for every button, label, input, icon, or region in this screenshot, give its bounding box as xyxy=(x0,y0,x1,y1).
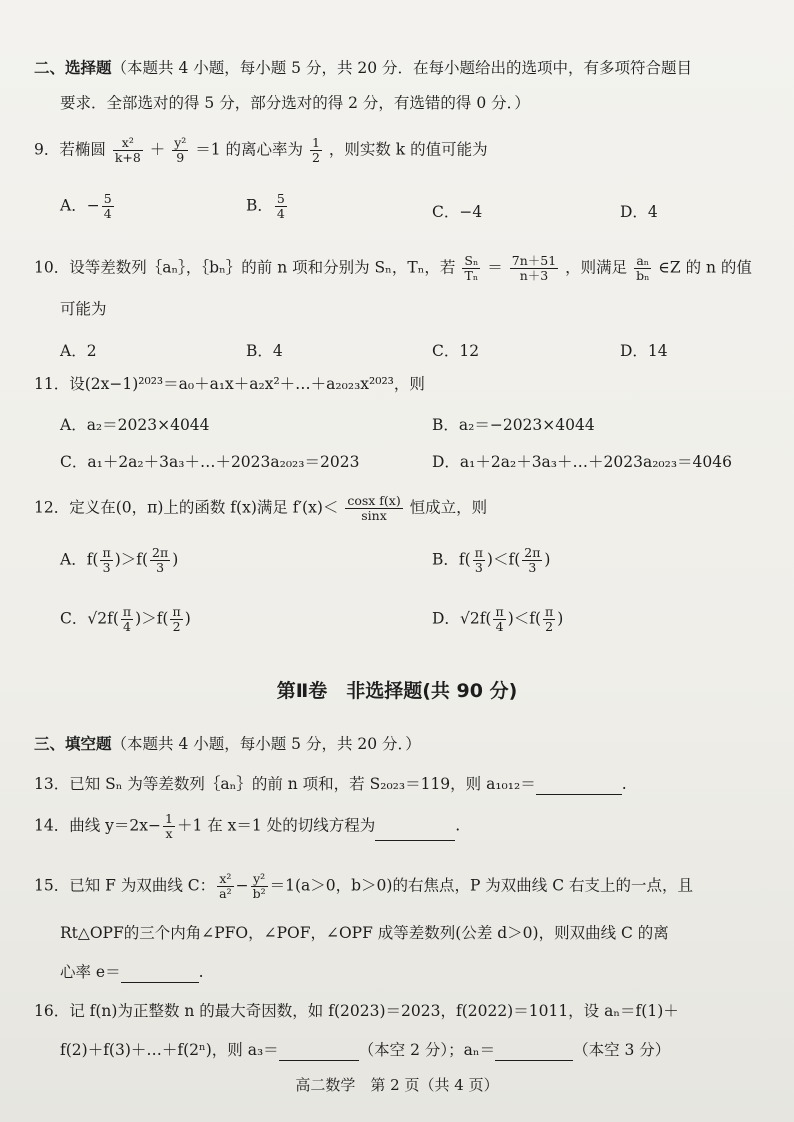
frac xyxy=(121,605,133,634)
frac-num: π xyxy=(474,545,483,560)
frac-den: Tₙ xyxy=(464,267,479,283)
question-16: 16．记 f(n)为正整数 n 的最大奇因数，如 f(2023)＝2023，f(2022)＝1011，设 aₙ＝f(1)＋ xyxy=(34,1002,679,1020)
frac-den: 9 xyxy=(176,149,185,165)
q11-option-b: B．a₂＝−2023×4044 xyxy=(432,416,595,434)
frac-num: 1 xyxy=(311,135,320,150)
frac-den: k+8 xyxy=(114,149,141,165)
frac-num: 1 xyxy=(165,811,173,826)
q9-option-d: D．4 xyxy=(620,203,658,221)
frac xyxy=(217,872,233,901)
part: )＞f( xyxy=(114,550,149,569)
frac-num: 5 xyxy=(103,191,112,206)
sqrt-two: √2 xyxy=(87,609,108,628)
frac-num: aₙ xyxy=(634,254,651,269)
frac xyxy=(102,192,114,221)
q15-text-post: ＝1(a＞0，b＞0)的右焦点，P 为双曲线 C 右支上的一点，且 xyxy=(269,876,694,895)
frac xyxy=(522,546,542,575)
answer-blank[interactable] xyxy=(495,1044,573,1061)
q16-text: f(2)＋f(3)＋…＋f(2ⁿ)，则 a₃＝ xyxy=(60,1041,279,1059)
frac-num: 2π xyxy=(524,545,541,560)
frac-den: 3 xyxy=(156,559,165,575)
part: f( xyxy=(107,609,119,628)
question-15 xyxy=(34,872,754,901)
q12-option-b xyxy=(432,546,550,575)
q15-text: 15．已知 F 为双曲线 C： xyxy=(34,876,216,895)
period: . xyxy=(198,963,204,981)
frac xyxy=(473,546,485,575)
opt-label: B． xyxy=(246,196,273,215)
frac-den: x xyxy=(165,825,173,841)
q15-line2: Rt△OPF的三个内角∠PFO，∠POF，∠OPF 成等差数列(公差 d＞0)，则双曲线 C 的离 xyxy=(60,924,669,942)
frac-num: Sₙ xyxy=(464,253,479,268)
frac-den: 3 xyxy=(528,559,537,575)
section2-heading xyxy=(34,58,754,79)
q9-text-post: ，则实数 k 的值可能为 xyxy=(328,140,488,159)
part: ) xyxy=(184,609,191,628)
frac-num: 2π xyxy=(152,545,169,560)
frac-den: 4 xyxy=(103,205,112,221)
question-12 xyxy=(34,494,754,523)
q13-text: 13．已知 Sₙ 为等差数列｛aₙ｝的前 n 项和，若 S₂₀₂₃＝119，则 a₁₀₁₂＝ xyxy=(34,775,536,793)
answer-blank[interactable] xyxy=(536,778,622,795)
frac xyxy=(345,494,402,523)
q10-option-b: B．4 xyxy=(246,342,283,360)
q10-text-post: ∈Z 的 n 的值 xyxy=(658,258,752,277)
frac-den: 4 xyxy=(495,618,504,634)
q16-line2 xyxy=(60,1040,754,1061)
frac xyxy=(275,192,287,221)
frac-den: 2 xyxy=(311,149,320,165)
q12-option-a xyxy=(60,546,178,575)
frac-num: y² xyxy=(251,872,268,887)
part: )＞f( xyxy=(135,609,169,628)
frac-num: cosx f(x) xyxy=(347,493,401,508)
q11-option-c: C．a₁＋2a₂＋3a₃＋…＋2023a₂₀₂₃＝2023 xyxy=(60,453,360,471)
question-14 xyxy=(34,812,754,841)
plus-sign: ＋ xyxy=(149,140,166,159)
frac-den: 2 xyxy=(172,618,181,634)
q11-option-d: D．a₁＋2a₂＋3a₃＋…＋2023a₂₀₂₃＝4046 xyxy=(432,453,733,471)
frac xyxy=(493,605,505,634)
frac xyxy=(462,254,480,283)
question-10 xyxy=(34,254,754,283)
q9-frac-x xyxy=(113,136,143,165)
frac xyxy=(170,605,182,634)
frac-num: π xyxy=(172,604,181,619)
q11-option-a: A．a₂＝2023×4044 xyxy=(60,416,210,434)
frac-den: b² xyxy=(252,885,266,901)
section2-title: 二、选择题 xyxy=(34,58,112,77)
part: )＜f( xyxy=(486,550,521,569)
section3-intro: （本题共 4 小题，每小题 5 分，共 20 分．） xyxy=(111,735,421,753)
part: f( xyxy=(479,609,492,628)
frac-den: 2 xyxy=(545,618,554,634)
q12-option-d xyxy=(432,605,563,634)
frac-den: n＋3 xyxy=(519,267,549,283)
frac xyxy=(150,546,170,575)
frac xyxy=(100,546,112,575)
opt-label: A．− xyxy=(60,196,100,215)
frac xyxy=(163,812,175,841)
part: D． xyxy=(432,609,460,628)
q14-text-post: ＋1 在 x＝1 处的切线方程为 xyxy=(176,816,376,835)
frac-den: 3 xyxy=(474,559,483,575)
section2-intro-line2: 要求．全部选对的得 5 分，部分选对的得 2 分，有选错的得 0 分．） xyxy=(60,94,530,112)
q9-option-a xyxy=(60,192,116,221)
part: A．f( xyxy=(60,550,99,569)
frac-num: π xyxy=(122,604,132,619)
frac-num: x² xyxy=(113,136,143,151)
answer-blank[interactable] xyxy=(375,824,455,841)
section3-heading xyxy=(34,734,754,755)
frac-den: sinx xyxy=(361,507,387,523)
frac xyxy=(543,605,555,634)
section3-title: 三、填空题 xyxy=(34,734,112,753)
q15-line3 xyxy=(60,962,754,983)
frac-num: 5 xyxy=(276,191,285,206)
q9-frac-y xyxy=(172,136,188,165)
frac-den: 4 xyxy=(276,205,285,221)
frac-den: 3 xyxy=(102,559,111,575)
q10-text-mid: ，则满足 xyxy=(565,258,628,277)
q9-text: 9．若椭圆 xyxy=(34,140,106,159)
frac-num: π xyxy=(102,545,111,560)
q12-text: 12．定义在(0，π)上的函数 f(x)满足 f′(x)＜ xyxy=(34,498,339,517)
answer-blank[interactable] xyxy=(279,1044,359,1061)
part: ) xyxy=(544,550,551,569)
page-footer: 高二数学 第 2 页（共 4 页） xyxy=(295,1076,499,1094)
q10-option-d: D．14 xyxy=(620,342,668,360)
question-9 xyxy=(34,136,754,165)
q10-text: 10．设等差数列｛aₙ｝，｛bₙ｝的前 n 项和分别为 Sₙ，Tₙ，若 xyxy=(34,258,456,277)
part: ) xyxy=(557,609,564,628)
q16-note1: （本空 2 分）；aₙ＝ xyxy=(358,1041,496,1059)
frac xyxy=(510,254,558,283)
q10-option-a: A．2 xyxy=(60,342,97,360)
frac-den: bₙ xyxy=(636,267,650,283)
q9-option-c: C．−4 xyxy=(432,203,483,221)
question-13 xyxy=(34,774,754,795)
q12-option-c xyxy=(60,605,191,634)
part: ) xyxy=(172,550,179,569)
q10-option-c: C．12 xyxy=(432,342,480,360)
q15-text-line3: 心率 e＝ xyxy=(60,963,121,981)
q9-frac-half xyxy=(310,136,322,165)
question-11: 11．设(2x−1)²⁰²³＝a₀＋a₁x＋a₂x²＋…＋a₂₀₂₃x²⁰²³，则 xyxy=(34,375,425,393)
frac-den: 4 xyxy=(123,618,131,634)
frac-den: a² xyxy=(219,885,232,901)
q16-note2: （本空 3 分） xyxy=(573,1041,671,1059)
q9-text-eq: ＝1 的离心率为 xyxy=(195,140,304,159)
period: . xyxy=(455,816,461,835)
part: )＜f( xyxy=(507,609,542,628)
q9-option-b xyxy=(246,192,289,221)
part: C． xyxy=(60,609,88,628)
minus-sign: − xyxy=(235,876,249,895)
q14-text: 14．曲线 y＝2x− xyxy=(34,816,161,835)
frac-num: π xyxy=(545,604,554,619)
frac-num: x² xyxy=(217,872,233,887)
sqrt-two: √2 xyxy=(459,609,480,628)
answer-blank[interactable] xyxy=(121,966,199,983)
frac xyxy=(634,254,651,283)
period: . xyxy=(621,775,627,793)
frac-num: y² xyxy=(174,135,187,150)
q12-text-post: 恒成立，则 xyxy=(409,498,488,517)
frac-num: 7n＋51 xyxy=(511,253,557,268)
section2-intro: （本题共 4 小题，每小题 5 分，共 20 分．在每小题给出的选项中，有多项符合题目 xyxy=(111,59,693,77)
frac-num: π xyxy=(495,604,504,619)
part: B．f( xyxy=(432,550,471,569)
part2-title: 第Ⅱ卷 非选择题(共 90 分) xyxy=(276,680,518,702)
frac xyxy=(251,872,268,901)
eq-sign: ＝ xyxy=(487,258,503,277)
q10-line2: 可能为 xyxy=(60,300,107,318)
